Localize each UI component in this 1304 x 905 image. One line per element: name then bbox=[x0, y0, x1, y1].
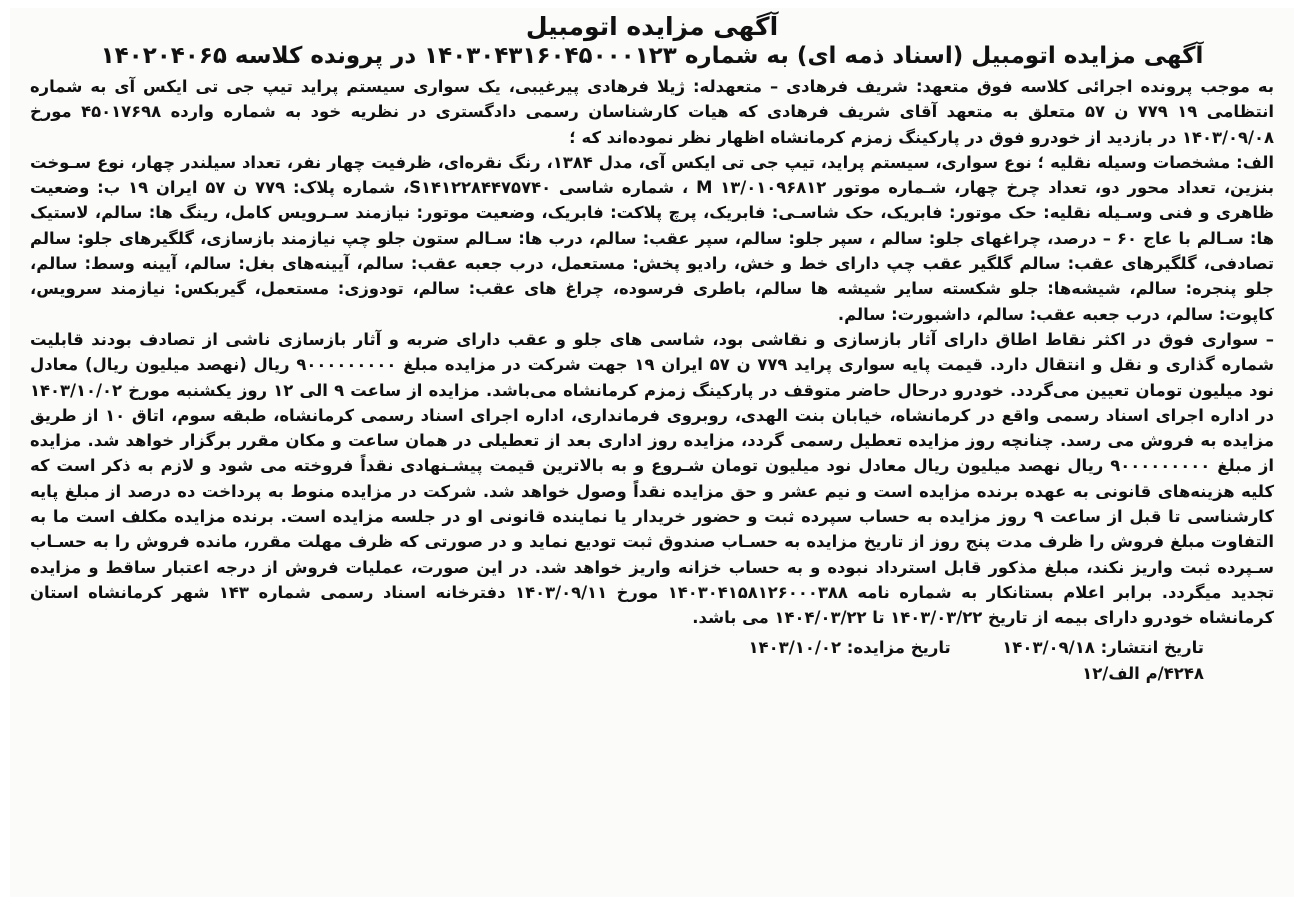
dates-row bbox=[30, 635, 1274, 661]
notice-footer bbox=[30, 635, 1274, 687]
paragraph-vehicle-specs: الف: مشخصات وسیله نقلیه ؛ نوع سواری، سیستم پراید، تیپ جی تی ایکس آی، مدل ۱۳۸۴، رنگ نقره‌ای، ظرفیت چهار نفر، تعداد سیلندر چهار، نوع سـوخت بنزین، تعداد محور دو، تعداد چرخ چهار، شـماره موتور ۱۳/۰۱۰۹۶۸۱۲ M ، شماره شاسی S۱۴۱۲۲۸۴۴۷۵۷۴۰، شماره پلاک: ۷۷۹ ن ۵۷ ایران ۱۹ ب: وضعیت ظاهری و فنی وسـیله نقلیه: حک موتور: فابریک، حک شاسـی: فابریک، پرچ پلاکت: فابریک، وضعیت موتور: نیازمند سـرویس کامل، رینگ ها: سالم، لاستیک ها: سـالم با عاج ۶۰ – درصد، چراغهای جلو: سالم ، سپر جلو: سالم، سپر عقب: سالم، درب ها: سـالم ستون جلو چپ نیازمند بازسازی، گلگیرهای جلو: سالم تصادفی، گلگیرهای عقب: سالم گلگیر عقب چپ دارای خط و خش، رادیو پخش: مستعمل، درب جعبه عقب: سالم، آیینه‌های بغل: سالم، آیینه وسط: سالم، جلو پنجره: سالم، شیشه‌ها: جلو شکسته سایر شیشه ها سالم، باطری فرسوده، چراغ های عقب: سالم، تودوزی: مستعمل، گیربکس: نیازمند سرویس، کاپوت: سالم، درب جعبه عقب: سالم، داشبورت: سالم. bbox=[30, 152, 1274, 324]
notice-subtitle: آگهی مزایده اتومبیل (اسناد ذمه ای) به شماره ۱۴۰۳۰۴۳۱۶۰۴۵۰۰۰۱۲۳ در پرونده کلاسه ۱۴۰۲۰۴۰۶۵ bbox=[100, 43, 1204, 69]
auction-date: تاریخ مزایده: ۱۴۰۳/۱۰/۰۲ bbox=[748, 637, 951, 657]
paragraph-auction-terms: – سواری فوق در اکثر نقاط اطاق دارای آثار بازسازی و نقاشی بود، شاسی های جلو و عقب دارای ضربه و آثار بازسازی ناشی از تصادف بودند قابلیت شماره گذاری و نقل و انتقال دارد. قیمت پایه سواری پراید ۷۷۹ ن ۵۷ ایران ۱۹ جهت شرکت در مزایده مبلغ ۹۰۰۰۰۰۰۰۰۰ ریال (نهصد میلیون ریال) معادل نود میلیون تومان تعیین می‌گردد. خودرو درحال حاضر متوقف در پارکینگ زمزم کرمانشاه می‌باشد. مزایده از ساعت ۹ الی ۱۲ روز یکشنبه مورخ ۱۴۰۳/۱۰/۰۲ در اداره اجرای اسناد رسمی واقع در کرمانشاه، خیابان بنت الهدی، روبروی فرمانداری، اداره اجرای اسناد رسمی کرمانشاه، طبقه سوم، اتاق ۱۰ از طریق مزایده به فروش می رسد. چنانچه روز مزایده تعطیل رسمی گردد، مزایده روز اداری بعد از تعطیلی در همان ساعت و مکان مقرر برگزار خواهد شد. مزایده از مبلغ ۹۰۰۰۰۰۰۰۰۰ ریال نهصد میلیون ریال معادل نود میلیون تومان شـروع و به بالاترین قیمت پیشـنهادی نقداً فروخته می شود و لازم به ذکر است که کلیه هزینه‌های قانونی به عهده برنده مزایده است و نیم عشر و حق مزایده نقداً وصول خواهد شد. شرکت در مزایده منوط به پرداخت ده درصد از مبلغ پایه کارشناسی تا قبل از ساعت ۹ روز مزایده به حساب سپرده ثبت و حضور خریدار یا نماینده قانونی او در جلسه مزایده است. برنده مزایده مکلف است ما به التفاوت مبلغ فروش را ظرف مدت پنج روز از تاریخ مزایده به حسـاب صندوق ثبت تودیع نماید و در صورتی که ظرف مهلت مقرر، مانده فروش را به حسـاب سـپرده ثبت واریز نکند، مبلغ مذکور قابل استرداد نبوده و به حساب خزانه واریز خواهد شد. در این صورت، عملیات فروش از درجه اعتبار ساقط و مزایده تجدید میگردد. برابر اعلام بستانکار به شماره نامه ۱۴۰۳۰۴۱۵۸۱۲۶۰۰۰۳۸۸ مورخ ۱۴۰۳/۰۹/۱۱ دفترخانه اسناد رسمی شماره ۱۴۳ شهر کرمانشاه استان کرمانشاه خودرو دارای بیمه از تاریخ ۱۴۰۳/۰۳/۲۲ تا ۱۴۰۴/۰۳/۲۲ می باشد. bbox=[30, 329, 1275, 628]
publish-date: تاریخ انتشار: ۱۴۰۳/۰۹/۱۸ bbox=[1002, 637, 1204, 657]
reference-code: ۴۲۴۸/م الف/۱۲ bbox=[1082, 663, 1204, 683]
paragraph-intro: به موجب پرونده اجرائی کلاسه فوق متعهد: شریف فرهادی – متعهدله: ژیلا فرهادی پیرغیبی، یک سواری سیستم پراید تیپ جی تی ایکس آی به شماره انتظامی ۱۹ ۷۷۹ ن ۵۷ متعلق به متعهد آقای شریف فرهادی که هیات کارشناسان رسمی دادگستری در نظریه خود به شماره وارده ۴۵۰۱۷۶۹۸ مورخ ۱۴۰۳/۰۹/۰۸ در بازدید از خودرو فوق در پارکینگ زمزم کرمانشاه اظهار نظر نموده‌اند که ؛ bbox=[30, 77, 1275, 147]
notice-title: آگهی مزایده اتومبیل bbox=[525, 12, 779, 41]
notice-body bbox=[30, 74, 1274, 631]
auction-notice bbox=[10, 8, 1294, 897]
